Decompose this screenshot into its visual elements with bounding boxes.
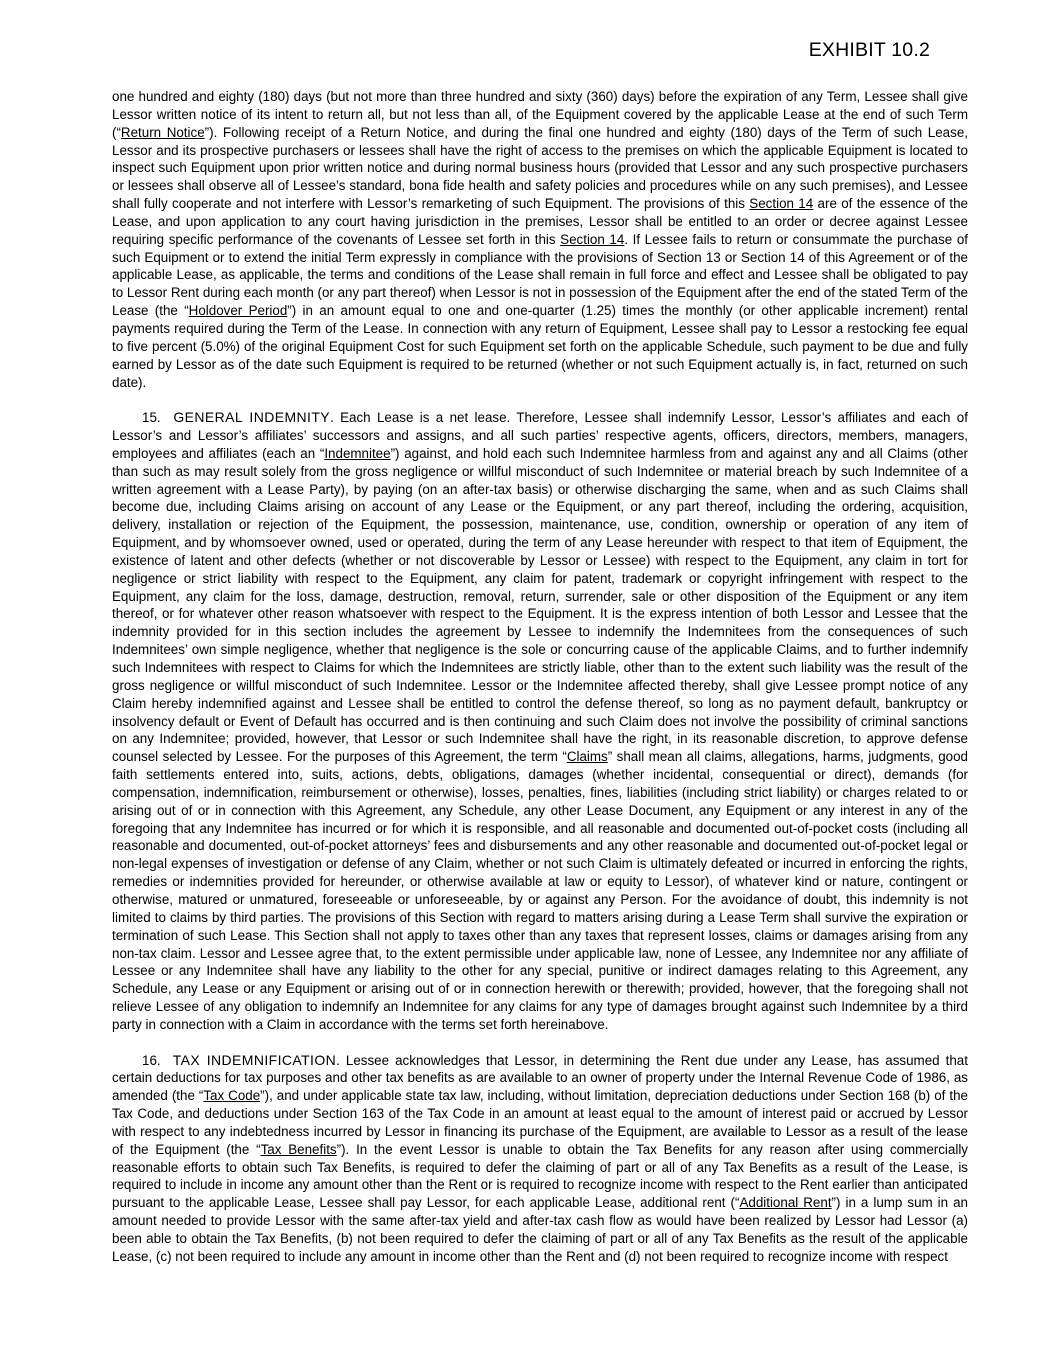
section-reference: Section 14 bbox=[560, 231, 625, 247]
text-run: . Each Lease is a net lease. Therefore, Lessee shall indemnify Lessor, Lessor’s affiliates and each of Lessor’s and Lessor’s affiliates’ successors and assigns, and all such parties’ respective agents, officers, directors, members, managers, employees and affiliates (each an “ bbox=[112, 410, 968, 461]
exhibit-label: EXHIBIT 10.2 bbox=[808, 39, 930, 61]
text-run: . If Lessee fails to return or consummate the purchase of such Equipment or to extend the initial Term expressly in compliance with the provisions of Section 13 or Section 14 of this Agreement or of the applicable Lease, as applicable, the terms and conditions of the Lease shall remain in full force and effect and Lessee shall be obligated to pay to Lessor Rent during each month (or any part thereof) when Lessor is not in possession of the Equipment after the end of the stated Term of the Lease (the “ bbox=[112, 231, 968, 319]
text-run: . Lessee acknowledges that Lessor, in determining the Rent due under any Lease, has assumed that certain deductions for tax purposes and other tax benefits as are available to an owner of property under the Internal Revenue Code of 1986, as amended (the “ bbox=[112, 1052, 968, 1104]
defined-term-additional-rent: Additional Rent bbox=[739, 1195, 832, 1211]
defined-term-holdover-period: Holdover Period bbox=[188, 303, 288, 319]
section-number: 16. bbox=[142, 1052, 161, 1068]
text-run: ”). In the event Lessor is unable to obtain the Tax Benefits for any reason after using commercially reasonable efforts to obtain such Tax Benefits, is required to defer the claiming of part or all of any Tax Benefits as a result of the Lease, is required to include in income any amount other than the Rent or is required to recognize income with respect to the Rent earlier than anticipated pursuant to the applicable Lease, Lessee shall pay Lessor, for each applicable Lease, additional rent (“ bbox=[112, 1141, 968, 1211]
section-heading: TAX INDEMNIFICATION bbox=[172, 1051, 337, 1068]
defined-term-return-notice: Return Notice bbox=[120, 124, 205, 140]
text-run: ”). Following receipt of a Return Notice, and during the final one hundred and eighty (180) days of the Term of such Lease, Lessor and its prospective purchasers or lessees shall have the right of access to the premises on which the applicable Equipment is located to inspect such Equipment upon prior written notice and during normal business hours (provided that Lessor and any such prospective purchasers or lessees shall observe all of Lessee’s standard, bona fide health and safety policies and procedures while on any such premises), and Lessee shall fully cooperate and not interfere with Lessor’s remarketing of such Equipment. The provisions of this bbox=[112, 124, 968, 212]
paragraph-15 bbox=[112, 409, 968, 1034]
text-run: ”) in an amount equal to one and one-quarter (1.25) times the monthly (or other applicable increment) rental payments required during the Term of the Lease. In connection with any return of Equipment, Lessee shall pay to Lessor a restocking fee equal to five percent (5.0%) of the original Equipment Cost for such Equipment set forth on the applicable Schedule, such payment to be due and fully earned by Lessor as of the date such Equipment is required to be returned (whether or not such Equipment actually is, in fact, returned on such date). bbox=[112, 303, 968, 390]
paragraph-14-continuation bbox=[112, 88, 968, 391]
defined-term-tax-benefits: Tax Benefits bbox=[260, 1141, 337, 1157]
text-run: ”) in a lump sum in an amount needed to provide Lessor with the same after-tax yield and after-tax cash flow as would have been realized by Lessor had Lessor (a) been able to obtain the Tax Benefits, (b) not been required to defer the claiming of part or all of any Tax Benefits as the result of the applicable Lease, (c) not been required to include any amount in income other than the Rent and (d) not been required to recognize income with respect bbox=[112, 1195, 968, 1264]
text-run: ”) against, and hold each such Indemnitee harmless from and against any and all Claims (other than such as may result solely from the gross negligence or willful misconduct of such Indemnitee or material breach by such Indemnitee of a written agreement with a Lease Party), by paying (on an after-tax basis) or otherwise discharging the same, when and as such Claims shall become due, including Claims arising on account of any Lease or the Equipment, or any part thereof, including the ordering, acquisition, delivery, installation or rejection of the Equipment, the possession, maintenance, use, condition, ownership or operation of any item of Equipment, and by whomsoever owned, used or operated, during the term of any Lease hereunder with respect to that item of Equipment, the existence of latent and other defects (whether or not discoverable by Lessor or Lessee) with respect to the Equipment, any claim in tort for negligence or strict liability with respect to the Equipment, any claim for patent, trademark or copyright infringement with respect to the Equipment, any claim for the loss, damage, destruction, removal, return, surrender, sale or other disposition of the Equipment or any item thereof, or for whatever other reason whatsoever with respect to the Equipment. It is the express intention of both Lessor and Lessee that the indemnity provided for in this section includes the agreement by Lessee to indemnify the Indemnitees from the consequences of such Indemnitees’ own simple negligence, whether that negligence is the sole or concurring cause of the applicable Claims, and to further indemnify such Indemnitees with respect to Claims for which the Indemnitees are strictly liable, other than to the extent such liability was the result of the gross negligence or willful misconduct of such Indemnitee. Lessor or the Indemnitee affected thereby, shall give Lessee prompt notice of any Claim hereby indemnified against and Lessee shall be entitled to control the defense thereof, so long as no payment default, bankruptcy or insolvency default or Event of Default has occurred and is then continuing and such Claim does not involve the possibility of criminal sanctions on any Indemnitee; provided, however, that Lessor or such Indemnitee shall have the right, in its reasonable discretion, to approve defense counsel selected by Lessee. For the purposes of this Agreement, the term “ bbox=[112, 445, 968, 765]
text-run: ” shall mean all claims, allegations, harms, judgments, good faith settlements entered into, suits, actions, debts, obligations, damages (whether incidental, consequential or direct), demands (for compensation, indemnification, reimbursement or otherwise), losses, penalties, fines, liabilities (including strict liability) or charges related to or arising out of or in connection with this Agreement, any Schedule, any other Lease Document, any Equipment or any interest in any of the foregoing that any Indemnitee has incurred or for which it is responsible, and all reasonable and documented out-of-pocket costs (including all reasonable and documented, out-of-pocket attorneys’ fees and disbursements and any other reasonable and documented out-of-pocket legal or non-legal expenses of investigation or defense of any Claim, whether or not such Claim is ultimately defeated or incurred in enforcing the rights, remedies or indemnities provided for hereunder, or otherwise available at law or equity to Lessor), of whatever kind or nature, contingent or otherwise, matured or unmatured, foreseeable or unforeseeable, by or against any Person. For the avoidance of doubt, this indemnity is not limited to claims by third parties. The provisions of this Section with regard to matters arising during a Lease Term shall survive the expiration or termination of such Lease. This Section shall not apply to taxes other than any taxes that represent losses, claims or damages arising from any non-tax claim. Lessor and Lessee agree that, to the extent permissible under applicable law, none of Lessee, any Indemnitee nor any affiliate of Lessee or any Indemnitee shall have any liability to the other for any special, punitive or indirect damages relating to this Agreement, any Schedule, any Lease or any Equipment or arising out of or in connection herewith or therewith; provided, however, that the foregoing shall not relieve Lessee of any obligation to indemnify an Indemnitee for any claims for any type of damages brought against such Indemnitee by a third party in connection with a Claim in accordance with the terms set forth hereinabove. bbox=[112, 749, 968, 1032]
paragraph-16 bbox=[112, 1052, 968, 1266]
section-heading: GENERAL INDEMNITY bbox=[173, 409, 331, 426]
text-run: are of the essence of the Lease, and upon application to any court having jurisdiction in the premises, Lessor shall be entitled to an order or decree against Lessee requiring specific performance of the covenants of Lessee set forth in this bbox=[112, 196, 969, 247]
document-body bbox=[112, 88, 968, 1284]
section-number: 15. bbox=[142, 410, 161, 426]
text-run: one hundred and eighty (180) days (but not more than three hundred and sixty (360) days) before the expiration of any Term, Lessee shall give Lessor written notice of its intent to return all, but not less than all, of the Equipment covered by the applicable Lease at the end of such Term (“ bbox=[112, 89, 968, 140]
defined-term-tax-code: Tax Code bbox=[203, 1088, 261, 1104]
defined-term-indemnitee: Indemnitee bbox=[324, 445, 391, 461]
text-run: ”), and under applicable state tax law, including, without limitation, depreciation deductions under Section 168 (b) of the Tax Code, and deductions under Section 163 of the Tax Code in an amount at least equal to the amount of interest paid or accrued by Lessor with respect to any indebtedness incurred by Lessor in financing its purchase of the Equipment, are available to Lessor as a result of the lease of the Equipment (the “ bbox=[112, 1088, 969, 1157]
defined-term-claims: Claims bbox=[566, 749, 608, 765]
section-reference: Section 14 bbox=[749, 196, 814, 212]
